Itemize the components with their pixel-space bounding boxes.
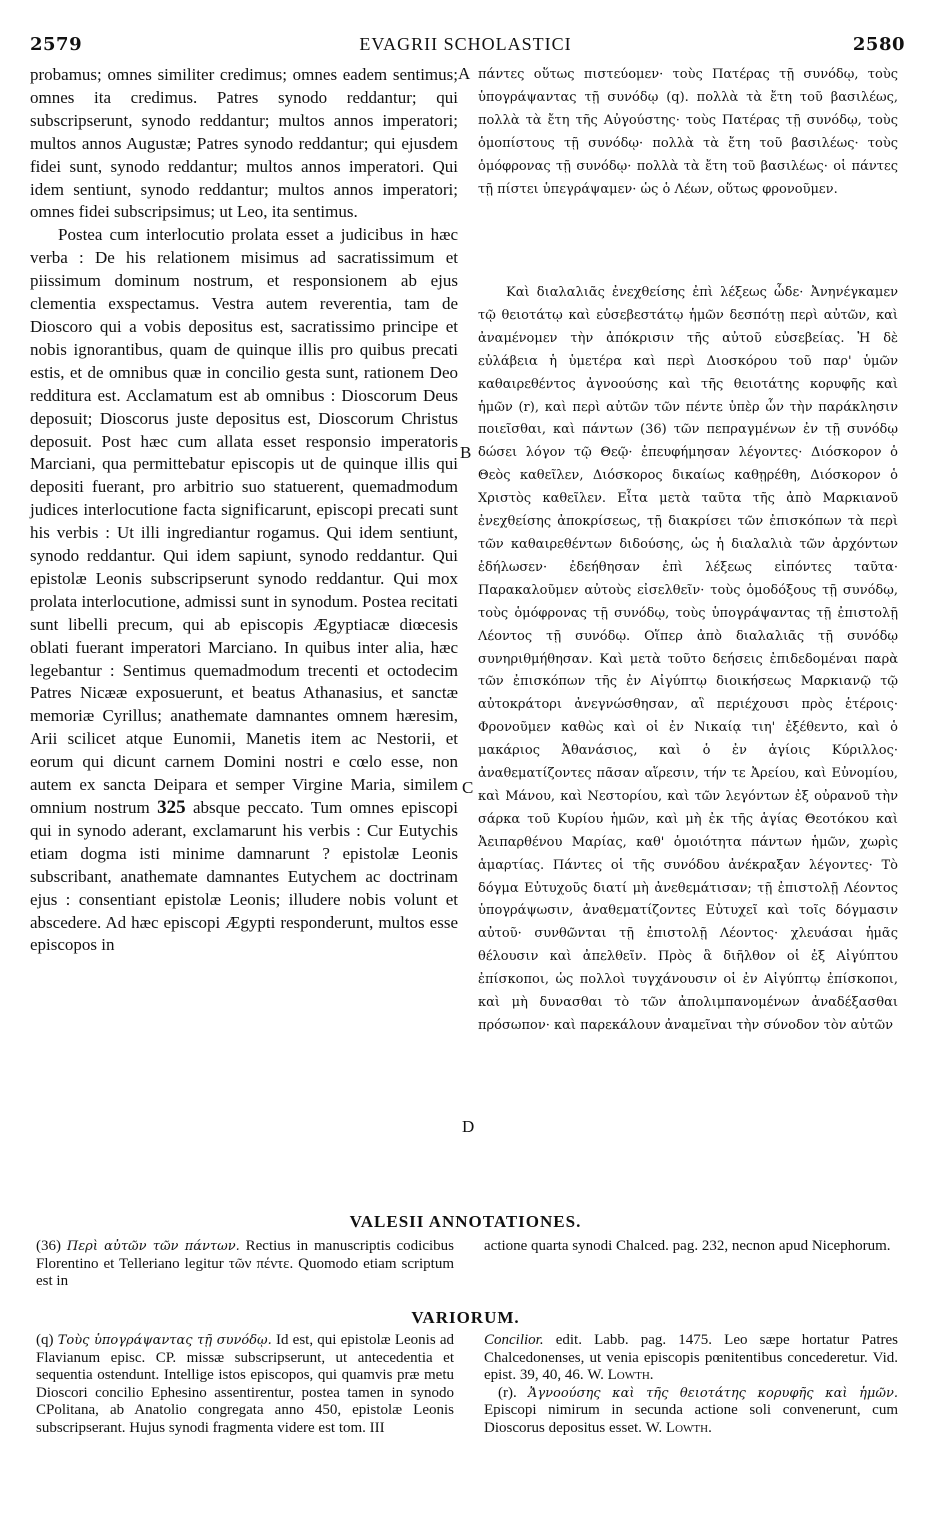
latin-paragraph-1: probamus; omnes similiter credimus; omnes eadem sentimus; omnes ita credimus. Patres synodo reddantur; qui subscripserunt, synodo reddantur; multos annos imperatori; multos annos Augustæ; Patres synodo reddantur; qui ejusdem fidei sunt, synodo reddantur; multos annos imperatori. Qui idem sentiunt, synodo reddantur; multos annos imperatori; omnes fidei subscripsimus; ut Leo, ita sentimus. — [30, 65, 458, 222]
greek-paragraph-1-text: πάντες οὕτως πιστεύομεν· τοὺς Πατέρας τῇ συνόδῳ, τοὺς ὑπογράψαντας τῇ συνόδῳ (q). πολλὰ τὰ ἔτη τοῦ βασιλέως, πολλὰ τὰ ἔτη τῆς Αὐγούστης· τοὺς Πατέρας τῇ συνόδῳ, τοὺς ὁμοπίστους τῇ συνόδῳ· πολλὰ τὰ ἔτη τοῦ βασιλέως· τοὺς ὁμόφρονας τῇ συνόδῳ· πολλὰ τὰ ἔτη τοῦ βασιλέως· οἱ πάντες τῇ πίστει ὑπεγράψαμεν· ὡς ὁ Λέων, οὕτως φρονοῦμεν. — [478, 67, 898, 197]
column-number: 325 — [157, 797, 186, 818]
section-marker-d: D — [462, 1117, 475, 1136]
latin-column — [30, 64, 458, 957]
valesii-note-ref: (36) — [36, 1238, 61, 1254]
latin-paragraph-2-part-b: absque peccato. Tum omnes episcopi qui in synodo aderant, exclamarunt his verbis : Cur Eutychis etiam dogma isti minime damnarunt ? epistolæ Leonis subscribant, anathemate damnantes Eutychem ac doctrinam ejus : consentiant epistolæ Leonis; illudere nobis volunt et abscedere. Ad hæc episcopi Ægypti responderunt, multos esse episcopos in — [30, 798, 458, 955]
page-number-right: 2580 — [852, 34, 905, 55]
variorum-q-signature: W. Lowth. — [587, 1367, 654, 1384]
variorum-r-ref: (r). — [498, 1384, 517, 1401]
valesii-annotations-title: VALESII ANNOTATIONES. — [349, 1212, 582, 1231]
greek-paragraph-1 — [478, 64, 898, 201]
variorum-q-text-left: Id est, qui epistolæ Leonis ad Flavianum episc. CP. missæ subscripserunt, ut antecedentia et sequentia ostendunt. Intellige istos episcopos, qui quamvis præ metu Dioscori concilio Ephesino assentirentur, postea tamen in synodo CPolitana, ab Anatolio congregata anno 450, epistolæ Leonis subscripserant. Hujus synodi fragmenta videre est tom. III — [36, 1332, 455, 1436]
variorum-r-signature: W. Lowth. — [645, 1419, 712, 1436]
variorum-q-text-right: edit. Labb. pag. 1475. Leo sæpe hortatur Patres Chalcedonenses, ut venia episcopis pœnitentibus concederetur. Vid. epist. 39, 40, 46. — [484, 1332, 898, 1384]
variorum-note-right — [484, 1332, 898, 1438]
variorum-note-q — [36, 1332, 454, 1438]
valesii-note-right — [484, 1238, 898, 1256]
section-marker-c: C — [462, 778, 474, 797]
valesii-note-greek: Περὶ αὐτῶν τῶν πάντων. — [66, 1239, 240, 1254]
greek-paragraph-2-text: Καὶ διαλαλιᾶς ἐνεχθείσης ἐπὶ λέξεως ὧδε· Ἀνηνέγκαμεν τῷ θειοτάτῳ καὶ εὐσεβεστάτῳ ἡμῶν δεσπότῃ περὶ αὐτῶν, καὶ ἀναμένομεν τὴν ἀπόκρισιν τῆς αὐτοῦ εὐσεβείας. Ἡ δὲ εὐλάβεια ἡ ὑμετέρα καὶ περὶ Διοσκόρου τοῦ παρ' ὑμῶν καθαιρεθέντος ἀγνοούσης καὶ τῆς θειοτάτης κορυφῆς καὶ ἡμῶν (r), καὶ περὶ αὐτῶν τῶν πέντε ὑπὲρ ὧν τὴν παράκλησιν ποιεῖσθαι, καὶ πάντων (36) τῶν πεπραγμένων ἐν τῇ συνόδῳ δώσει λόγον τῷ Θεῷ· ἐπευφήμησαν λέγοντες· Διόσκορον ὁ Θεὸς καθεῖλεν, Διόσκορος δικαίως καθῃρέθη, Διόσκορον ὁ Χριστὸς καθεῖλεν. Εἶτα μετὰ ταῦτα τῆς ἀπὸ Μαρκιανοῦ ἐνεχθείσης ἀποκρίσεως, τῇ διακρίσει τῶν ἐπισκόπων τὰ περὶ τῶν καθαιρεθέντων διδούσης, ὡς ἡ διαλαλιὰ τῶν ἀρχόντων ἐδήλωσεν· ἐδεήθησαν ἐπὶ λέξεως εἰπόντες ταῦτα· Παρακαλοῦμεν αὐτοὺς εἰσελθεῖν· τοὺς ὁμοδόξους τῇ συνόδῳ, τοὺς ὁμόφρονας τῇ συνόδῳ, τοὺς ὑπογράψαντας τῇ ἐπιστολῇ Λέοντος τῇ συνόδῳ. Οἵπερ ἀπὸ διαλαλιᾶς τῇ συνόδῳ συνηριθμήθησαν. Καὶ μετὰ τοῦτο δεήσεις ἐπιδεδομέναι παρὰ τῶν ἐπισκόπων τῆς ἐν Αἰγύπτῳ διοικήσεως Μαρκιανῷ τῷ αὐτοκράτορι ἀνεγνώσθησαν, αἳ περιέχουσι πρὸς ἑτέροις· Φρονοῦμεν καθὼς καὶ οἱ ἐν Νικαίᾳ τιη' ἐξέθεντο, καὶ ὁ μακάριος Ἀθανάσιος, καὶ ὁ ἐν ἁγίοις Κύριλλος· ἀναθεματίζοντες πᾶσαν αἵρεσιν, τήν τε Ἀρείου, καὶ Εὐνομίου, καὶ Μάνου, καὶ Νεστορίου, καὶ τῶν λεγόντων ἐξ οὐρανοῦ τὴν σάρκα τοῦ Κυρίου ἡμῶν, καὶ μὴ ἐκ τῆς ἁγίας Θεοτόκου καὶ Ἀειπαρθένου Μαρίας, καθ' ὁμοιότητα πάντων ἡμῶν, χωρὶς ἁμαρτίας. Πάντες οἱ τῆς συνόδου ἀνέκραξαν λέγοντες· Τὸ δόγμα Εὐτυχοῦς διατί μὴ ἀνεθεμάτισαν; τῇ ἐπιστολῇ Λέοντος ὑπογράψωσιν, ἀναθεματίζοντες Εὐτυχεῖ καὶ τοῖς δόγμασιν αὐτοῦ· συνθῶνται τῇ ἐπιστολῇ Λέοντος· χλευάσαι ἡμᾶς θέλουσιν καὶ ἀπελθεῖν. Πρὸς ἃ διῆλθον οἱ ἐξ Αἰγύπτου ἐπίσκοποι, ὡς πολλοὶ τυγχάνουσιν οἱ ἐν Αἰγύπτῳ ἐπίσκοποι, καὶ μὴ δυνασθαι τὸ τῶν ἀπολιμπανομένων ἀναδέξασθαι πρόσωπον· καὶ παρεκάλουν ἀναμεῖναι τὴν σύνοδον τὸν αὐτῶν — [478, 285, 898, 1033]
variorum-r-greek: Ἀγνοούσης καὶ τῆς θειοτάτης κορυφῆς καὶ ἡμῶν. — [527, 1385, 898, 1401]
valesii-note-left — [36, 1238, 454, 1291]
variorum-r-text: Episcopi nimirum in secunda actione soli convenerunt, cum Dioscorus depositus esset. — [484, 1402, 898, 1436]
variorum-q-greek: Τοὺς ὑπογράψαντας τῇ συνόδῳ. — [57, 1333, 272, 1348]
running-title: EVAGRII SCHOLASTICI — [359, 34, 572, 54]
variorum-q-ref: (q) — [36, 1332, 54, 1348]
section-marker-b: B — [460, 443, 472, 462]
section-marker-a: A — [458, 64, 471, 83]
variorum-q-italic: Concilior. — [484, 1332, 544, 1348]
valesii-note-text-left: Rectius in manuscriptis codicibus Florentino et Telleriano legitur τῶν πέντε. Quomodo etiam scriptum est in — [36, 1238, 455, 1290]
greek-paragraph-2 — [478, 282, 898, 1038]
page-number-left: 2579 — [30, 34, 83, 55]
latin-paragraph-2-part-a: Postea cum interlocutio prolata esset a judicibus in hæc verba : De his relationem misimus ad sacratissimum et piissimum dominum nostrum, et responsionem ab ejus clementia exspectamus. Vestra autem reverentia, tam de Dioscoro qui a vobis depositus est, sacratissimo principe et nobis ignorantibus, quam de quinque illis pro quibus precati estis, et de omnibus quæ in concilio gesta sunt, rationem Deo redditura est. Acclamatum est ab omnibus : Dioscorum Deus deposuit; Dioscorus juste depositus est, Dioscorum Christus deposuit. Post hæc cum allata esset responsio imperatoris Marciani, qua permittebatur episcopis ut de quinque illis qui depositi fuerant, pro arbitrio suo statuerent, quemadmodum judices interlocutione facta significarunt, episcopi precati sunt his verbis : Ut illi ingrediantur rogamus. Qui idem sentiunt, synodo reddantur. Qui idem sapiunt, synodo reddantur. Qui epistolæ Leonis subscripserunt synodo reddantur. Qui mox prolata interlocutione, admissi sunt in synodum. Postea recitati sunt libelli precum, qui ab episcopis Ægyptiacæ diœcesis oblati fuerant imperatori Marciano. In quibus inter alia, hæc legebantur : Sentimus quemadmodum trecenti et octodecim Patres Nicææ exposuerunt, et beatus Athanasius, et sanctæ memoriæ Cyrillus; anathemate damnantes omnem hæresim, Arii scilicet atque Eunomii, Manetis item ac Nestorii, et eorum qui dicunt carnem Domini nostri e cœlo esse, non autem ex sancta Deipara et semper Virgine Maria, similem omnium nostrum — [30, 225, 458, 817]
variorum-title: VARIORUM. — [411, 1308, 520, 1327]
latin-paragraph-2 — [30, 224, 458, 957]
valesii-note-text-right: actione quarta synodi Chalced. pag. 232, necnon apud Nicephorum. — [484, 1238, 891, 1254]
